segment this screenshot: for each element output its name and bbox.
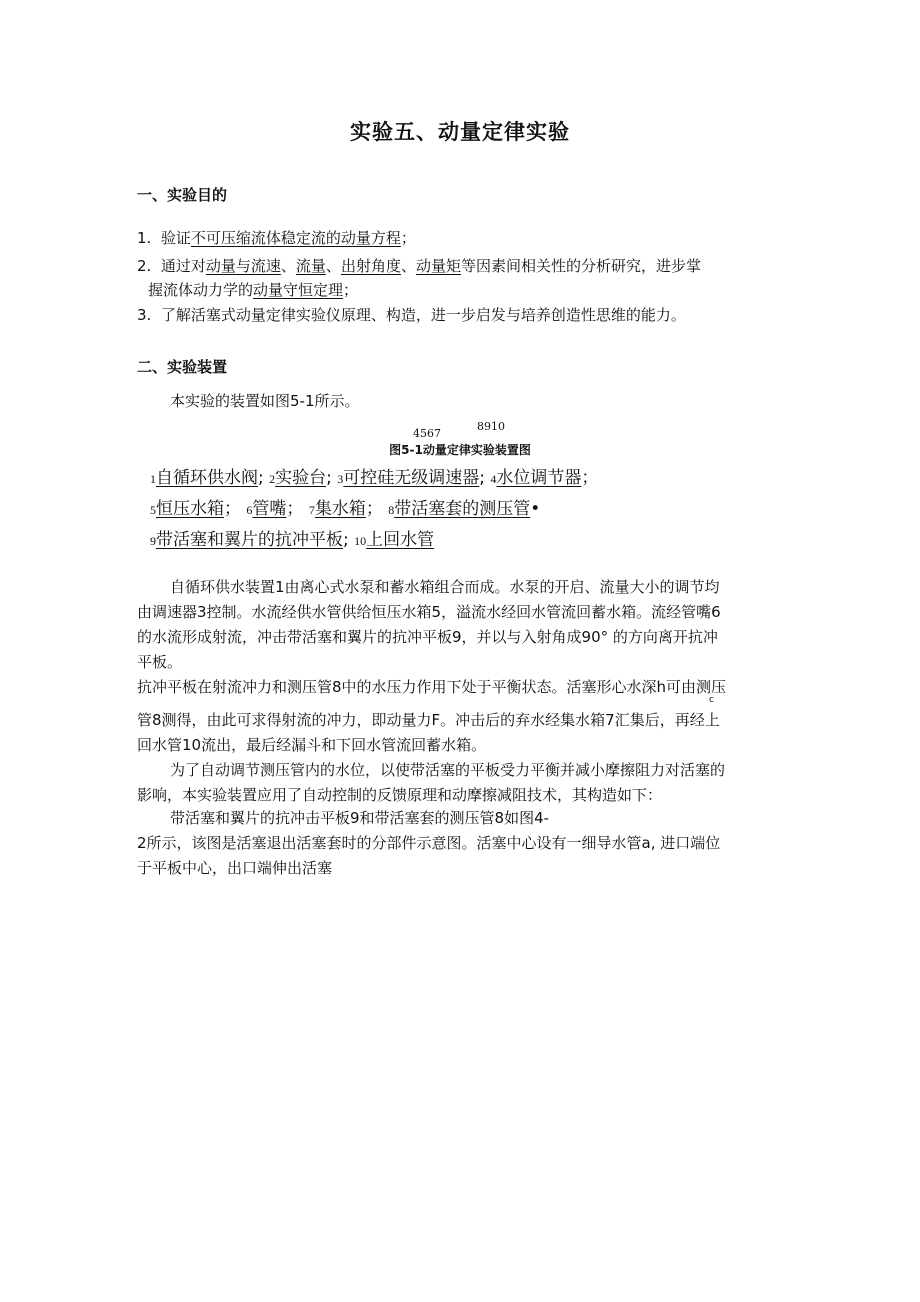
- underlined-term: 动量矩: [415, 257, 461, 275]
- figure-labels-top: 8910: [477, 420, 505, 433]
- legend-sep: ;: [479, 468, 486, 488]
- objective-item-3: [137, 303, 686, 327]
- item-text: 、: [280, 257, 296, 275]
- legend-term: 带活塞和翼片的抗冲平板: [156, 530, 343, 550]
- paragraph-4-line-1: 带活塞和翼片的抗冲击平板9和带活塞套的测压管8如图4-: [170, 809, 550, 827]
- paragraph-1-line-3: 的水流形成射流，冲击带活塞和翼片的抗冲平板9，并以与入射角成90° 的方向离开抗冲: [137, 628, 718, 646]
- item-number: 2.: [137, 257, 152, 275]
- paragraph-2-line-2: 管8测得，由此可求得射流的冲力，即动量力F。冲击后的弃水经集水箱7汇集后，再经上: [137, 711, 720, 729]
- legend-sep: ；: [581, 468, 599, 488]
- legend-term: 自循环供水阀: [156, 468, 258, 488]
- legend-line-3: [150, 525, 434, 550]
- legend-number: 4: [490, 472, 497, 486]
- paragraph-1-line-2: 由调速器3控制。水流经供水管供给恒压水箱5，溢流水经回水管流回蓄水箱。流经管嘴6: [137, 603, 721, 621]
- paragraph-2-line-3: 回水管10流出，最后经漏斗和下回水管流回蓄水箱。: [137, 736, 487, 754]
- item-text: 、: [325, 257, 341, 275]
- objective-item-2-continued: [148, 278, 358, 302]
- figure-labels-bottom: 4567: [413, 427, 441, 440]
- item-number: 3.: [137, 306, 152, 324]
- paragraph-2-line-1: 抗冲平板在射流冲力和测压管8中的水压力作用下处于平衡状态。活塞形心水深h可由测压: [137, 678, 727, 696]
- legend-sep: ；: [224, 499, 241, 519]
- legend-sep: •: [530, 499, 541, 519]
- paragraph-3-line-1: 为了自动调节测压管内的水位，以使带活塞的平板受力平衡并减小摩擦阻力对活塞的: [170, 761, 726, 779]
- item-text: ；: [343, 281, 359, 299]
- underlined-term: 动量守恒定理: [253, 281, 344, 299]
- legend-term: 恒压水箱: [156, 499, 224, 519]
- underlined-term: 动量与流速: [205, 257, 281, 275]
- underlined-term: 出射角度: [340, 257, 401, 275]
- paragraph-1-line-1: 自循环供水装置1由离心式水泵和蓄水箱组合而成。水泵的开启、流量大小的调节均: [170, 578, 720, 596]
- item-text: 、: [400, 257, 416, 275]
- paragraph-3-line-2: 影响，本实验装置应用了自动控制的反馈原理和动摩擦减阻技术，其构造如下：: [137, 786, 663, 804]
- legend-term: 集水箱: [314, 499, 366, 519]
- legend-number: 1: [150, 472, 156, 486]
- legend-sep: ;: [258, 468, 264, 488]
- legend-term: 实验台: [275, 468, 327, 488]
- objective-item-2: [137, 254, 701, 278]
- apparatus-intro: 本实验的装置如图5-1所示。: [170, 392, 360, 410]
- item-text: ；: [400, 229, 416, 247]
- figure-caption: 图5-1动量定律实验装置图: [389, 443, 531, 457]
- legend-number: 2: [269, 472, 276, 486]
- underlined-term: 不可压缩流体稳定流的动量方程: [190, 229, 401, 247]
- legend-sep: ;: [343, 530, 349, 550]
- paragraph-4-line-3: 于平板中心，出口端伸出活塞: [137, 859, 333, 877]
- legend-term: 上回水管: [366, 530, 435, 550]
- legend-term: 可控硅无级调速器: [343, 468, 480, 488]
- item-number: 1.: [137, 229, 152, 247]
- section-heading-apparatus: 二、实验装置: [137, 358, 228, 376]
- item-text: 验证: [160, 229, 191, 247]
- legend-number: 9: [150, 534, 156, 548]
- underlined-term: 流量: [295, 257, 326, 275]
- legend-number: 10: [354, 534, 367, 548]
- section-heading-objectives: 一、实验目的: [137, 186, 228, 204]
- legend-sep: ；: [286, 499, 304, 519]
- legend-term: 管嘴: [252, 499, 287, 519]
- subscript-c: c: [709, 695, 714, 705]
- legend-term: 水位调节器: [496, 468, 582, 488]
- legend-term: 带活塞套的测压管: [394, 499, 531, 519]
- objective-item-1: [137, 226, 416, 250]
- legend-number: 3: [337, 472, 344, 486]
- item-text: 握流体动力学的: [148, 281, 254, 299]
- legend-number: 5: [150, 503, 156, 517]
- item-text: 等因素间相关性的分析研究，进步掌: [460, 257, 701, 275]
- item-text: 通过对: [160, 257, 206, 275]
- page-title: 实验五、动量定律实验: [350, 120, 570, 144]
- legend-number: 8: [388, 503, 395, 517]
- legend-sep: ;: [326, 468, 332, 488]
- legend-sep: ；: [365, 499, 383, 519]
- legend-number: 7: [308, 503, 315, 517]
- legend-line-2: [150, 494, 540, 519]
- paragraph-1-line-4: 平板。: [137, 653, 183, 671]
- legend-line-1: [150, 463, 598, 488]
- paragraph-4-line-2: 2所示，该图是活塞退出活塞套时的分部件示意图。活塞中心设有一细导水管a, 进口端位: [137, 834, 721, 852]
- item-text: 了解活塞式动量定律实验仪原理、构造，进一步启发与培养创造性思维的能力。: [160, 306, 686, 324]
- legend-number: 6: [246, 503, 253, 517]
